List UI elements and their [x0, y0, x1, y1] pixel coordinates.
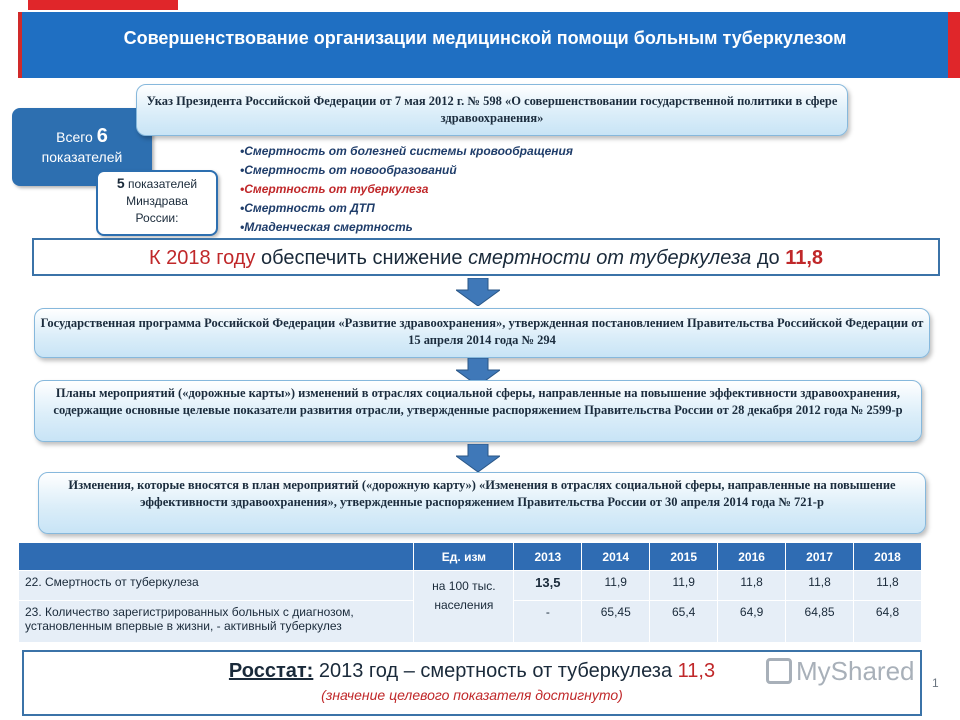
watermark-text: MyShared — [796, 656, 915, 686]
minzdrav-label3: России: — [135, 211, 179, 225]
table-header-cell: 2014 — [582, 543, 650, 571]
table-cell: 11,8 — [718, 571, 786, 601]
minzdrav-label1: показателей — [127, 177, 198, 191]
table-row-label: 23. Количество зарегистрированных больных с диагнозом, установленным впервые в жизни, - активный туберкулез — [19, 601, 414, 643]
table-row — [19, 571, 922, 601]
table-cell: 64,8 — [854, 601, 922, 643]
goal-value: 11,8 — [785, 247, 824, 269]
roadmap-plans-box — [34, 380, 922, 442]
table-cell: 11,9 — [582, 571, 650, 601]
total-unit: показателей — [41, 149, 123, 165]
table-unit-cell: на 100 тыс. населения — [414, 571, 514, 643]
goal-text: обеспечить снижение — [255, 247, 469, 269]
indicator-item: •Младенческая смертность — [240, 220, 413, 234]
decree-text: Указ Президента Российской Федерации от 7 мая 2012 г. № 598 «О совершенствовании государственной политики в сфере здравоохранения» — [146, 94, 838, 125]
table-header-cell: 2017 — [786, 543, 854, 571]
minzdrav-indicators-box — [96, 170, 218, 236]
indicator-list — [240, 142, 573, 237]
indicator-item-tuberculosis: •Смертность от туберкулеза — [240, 182, 429, 196]
table-cell: 65,4 — [650, 601, 718, 643]
red-accent-edge — [948, 12, 960, 78]
down-arrow-icon — [456, 278, 500, 306]
minzdrav-label2: Минздрава — [126, 194, 188, 208]
minzdrav-count: 5 — [116, 175, 125, 191]
indicators-table — [18, 542, 922, 643]
indicator-item: •Смертность от новообразований — [240, 163, 457, 177]
down-arrow-icon — [456, 444, 500, 472]
rosstat-text: 2013 год – смертность от туберкулеза — [313, 660, 678, 682]
goal-target: смертности от туберкулеза — [468, 247, 752, 269]
roadmap-changes-text: Изменения, которые вносятся в план мероприятий («дорожную карту») «Изменения в отраслях социальной сферы, направленные на повышение эффективности здравоохранения», утвержденные распоряжением Правительства России от 30 апреля 2014 года № 721-р — [68, 478, 896, 509]
table-cell: 64,85 — [786, 601, 854, 643]
table-header-cell: 2013 — [514, 543, 582, 571]
table-header-cell: Ед. изм — [414, 543, 514, 571]
table-row-label: 22. Смертность от туберкулеза — [19, 571, 414, 601]
goal-to: до — [751, 247, 786, 269]
watermark — [766, 656, 915, 687]
table-cell: 65,45 — [582, 601, 650, 643]
state-program-box — [34, 308, 930, 358]
red-accent-tab — [28, 0, 178, 10]
goal-year: К 2018 году — [148, 247, 256, 269]
goal-banner — [32, 238, 940, 276]
roadmap-changes-box — [38, 472, 926, 534]
presidential-decree-box — [136, 84, 848, 136]
rosstat-value: 11,3 — [677, 660, 716, 682]
page-title: Совершенствование организации медицинской помощи больным туберкулезом — [123, 28, 847, 48]
table-header-cell: 2015 — [650, 543, 718, 571]
myshared-logo-icon — [766, 658, 792, 684]
rosstat-label: Росстат: — [228, 660, 314, 682]
table-cell: 64,9 — [718, 601, 786, 643]
page-number: 1 — [932, 676, 939, 690]
indicator-item: •Смертность от ДТП — [240, 201, 375, 215]
rosstat-note: (значение целевого показателя достигнуто) — [321, 687, 623, 703]
table-cell: 11,9 — [650, 571, 718, 601]
table-header-cell — [19, 543, 414, 571]
indicator-item: •Смертность от болезней системы кровообращения — [240, 144, 573, 158]
table-cell: 11,8 — [786, 571, 854, 601]
state-program-text: Государственная программа Российской Федерации «Развитие здравоохранения», утвержденная постановлением Правительства Российской Федерации от 15 апреля 2014 года № 294 — [40, 316, 924, 347]
table-header-cell: 2018 — [854, 543, 922, 571]
table-cell: - — [514, 601, 582, 643]
table-cell: 13,5 — [514, 571, 582, 601]
total-label: Всего — [56, 129, 93, 145]
table-cell: 11,8 — [854, 571, 922, 601]
total-count: 6 — [96, 125, 108, 147]
table-header-cell: 2016 — [718, 543, 786, 571]
table-header-row — [19, 543, 922, 571]
roadmap-plans-text: Планы мероприятий («дорожные карты») изменений в отраслях социальной сферы, направленные на повышение эффективности здравоохранения, содержащие основные целевые показатели развития отрасли, утвержденные распоряжением Правительства России от 28 декабря 2012 года № 2599-р — [53, 386, 903, 417]
